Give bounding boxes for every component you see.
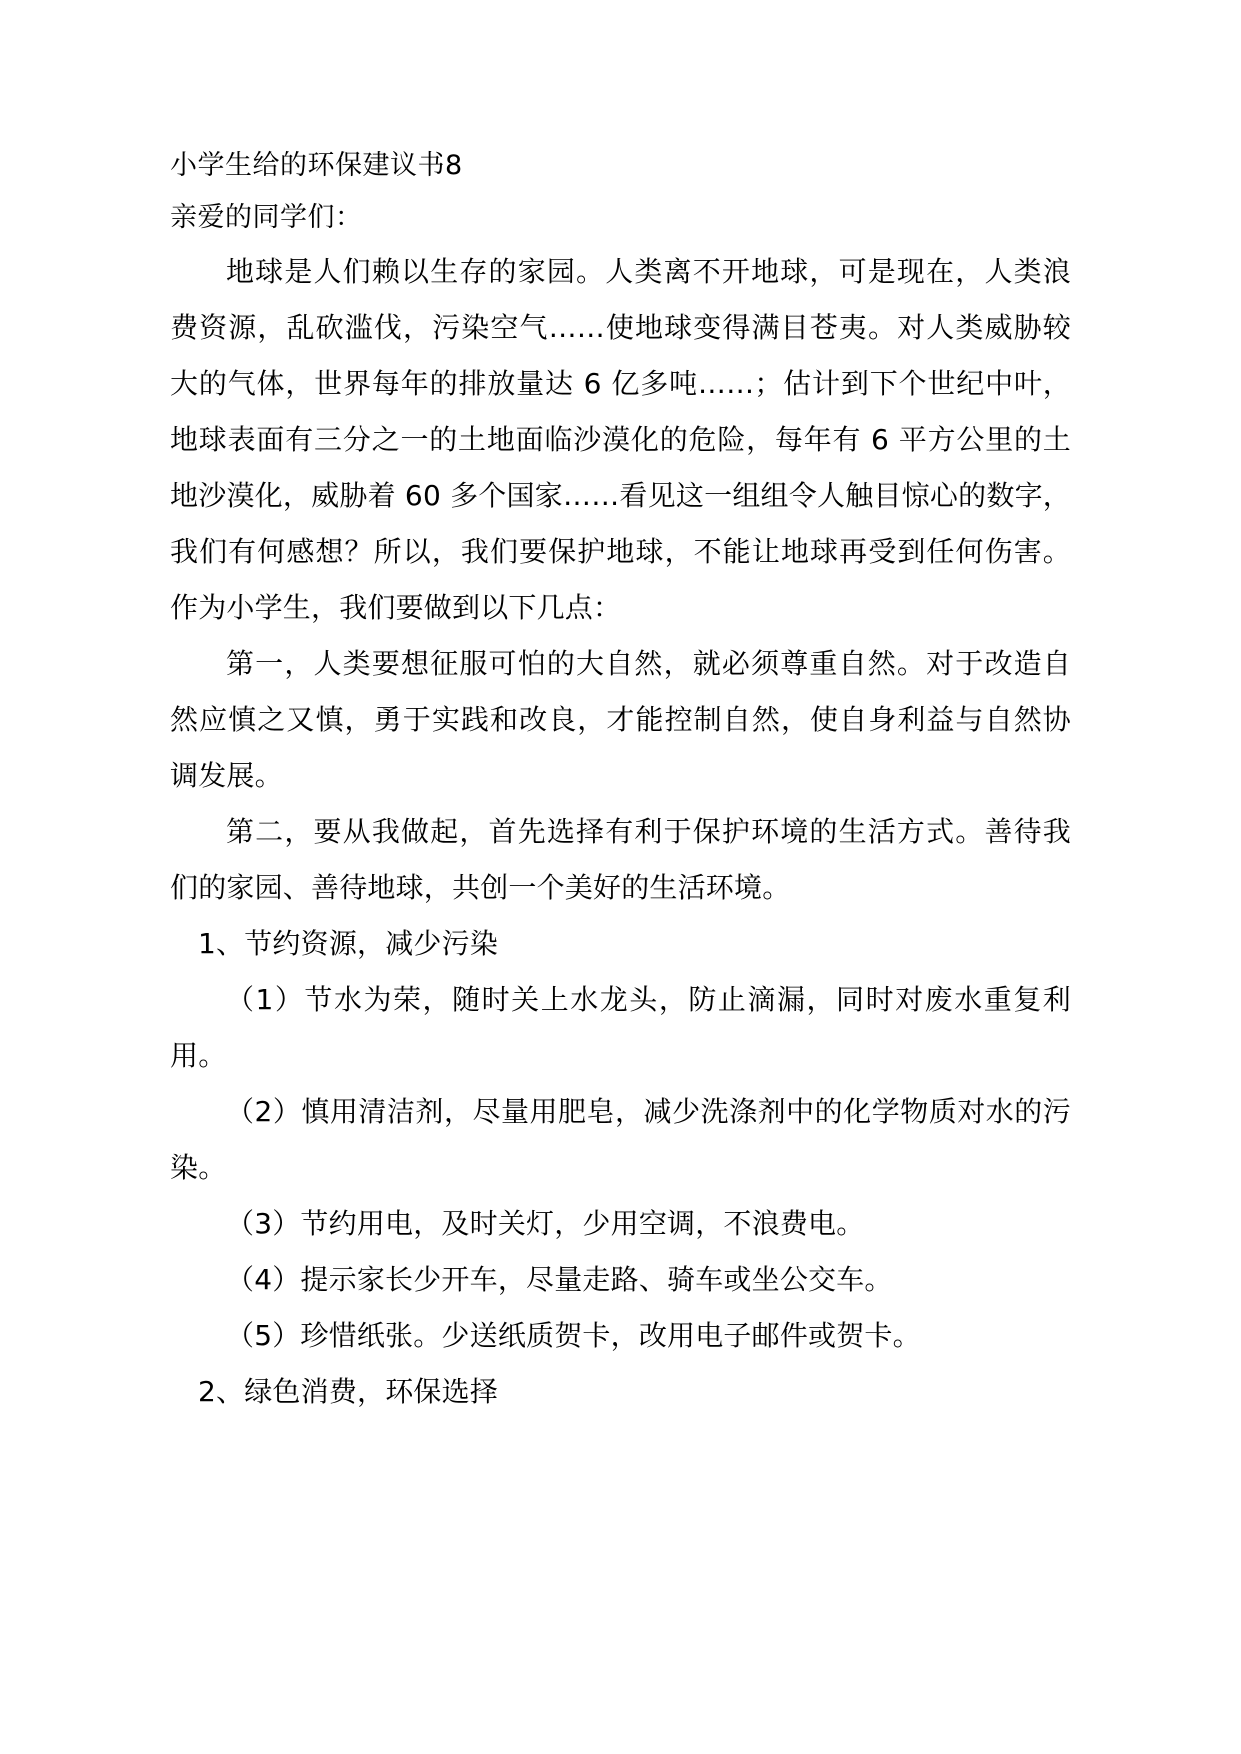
- paragraph-point-first: 第一，人类要想征服可怕的大自然，就必须尊重自然。对于改造自然应慎之又慎，勇于实践和改良，才能控制自然，使自身利益与自然协调发展。: [170, 647, 1071, 792]
- page-title: 小学生给的环保建议书8: [170, 150, 463, 181]
- list-heading-2: 2、绿色消费，环保选择: [198, 1375, 499, 1408]
- list-item-1-5: （5）珍惜纸张。少送纸质贺卡，改用电子邮件或贺卡。: [226, 1319, 921, 1352]
- list-item-1-4: （4）提示家长少开车，尽量走路、骑车或坐公交车。: [226, 1263, 893, 1296]
- list-heading-1: 1、节约资源，减少污染: [198, 927, 499, 960]
- paragraph-intro: 地球是人们赖以生存的家园。人类离不开地球，可是现在，人类浪费资源，乱砍滥伐，污染空气……使地球变得满目苍夷。对人类威胁较大的气体，世界每年的排放量达 6 亿多吨……；估计到下个世纪中叶，地球表面有三分之一的土地面临沙漠化的危险，每年有 6 平方公里的土地沙漠化，威胁着 60 多个国家……看见这一组组令人触目惊心的数字，我们有何感想？所以，我们要保护地球，不能让地球再受到任何伤害。作为小学生，我们要做到以下几点：: [170, 255, 1071, 624]
- list-item-1-1: （1）节水为荣，随时关上水龙头，防止滴漏，同时对废水重复利用。: [170, 983, 1071, 1072]
- list-item-1-2: （2）慎用清洁剂，尽量用肥皂，减少洗涤剂中的化学物质对水的污染。: [170, 1095, 1071, 1184]
- list-item-1-3: （3）节约用电，及时关灯，少用空调，不浪费电。: [226, 1207, 865, 1240]
- salutation: 亲爱的同学们：: [170, 202, 363, 233]
- paragraph-point-second: 第二，要从我做起，首先选择有利于保护环境的生活方式。善待我们的家园、善待地球，共创一个美好的生活环境。: [170, 815, 1071, 904]
